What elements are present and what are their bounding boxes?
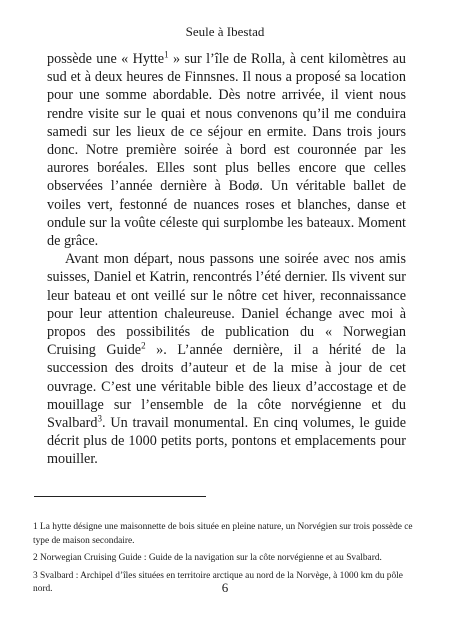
paragraph-1 [47,50,406,250]
paragraph-2-text-a: Avant mon départ, nous passons une soirée avec nos amis suisses, Daniel et Katrin, rencontrés l’été dernier. Ils vivent sur leur bateau et ont veillé sur le nôtre cet hiver, reconnaissance pour leur attention chaleureuse. Daniel échange avec moi à propos des possibilités de publication du « Norwegian Cruising Guide [47,251,406,359]
running-title: Seule à Ibestad [185,24,265,39]
body-text [47,50,406,469]
footnote-ref-3: 3 [97,413,102,424]
footnote-2: 2 Norwegian Cruising Guide : Guide de la navigation sur la côte norvégienne et au Svalbard. [33,553,382,563]
footnote-3: 3 Svalbard : Archipel d’îles situées en territoire arctique au nord de la Norvège, à 1000 km du pôle nord. [33,570,403,594]
page-number: 6 [221,580,229,595]
footnote-ref-1: 1 [164,49,169,60]
paragraph-2-text-b: ». L’année dernière, il a hérité de la succession des droits d’auteur et de la mise à jour de cet ouvrage. C’est une véritable bible des lieux d’accostage et de mouillage sur l’ensemble de la côte norvégienne et du Svalbard [47,342,406,432]
paragraph-2-text-c: . Un travail monumental. En cinq volumes, le guide décrit plus de 1000 petits ports, pontons et emplacements pour mouiller. [47,415,406,468]
paragraph-1-text-b: » sur l’île de Rolla, à cent kilomètres au sud et à deux heures de Finnsnes. Il nous a proposé sa location pour une somme abordable. Dès notre arrivée, il vient nous rendre visite sur le quai et nous convenons qu’il me conduira samedi sur les lieux de ce séjour en ermite. Dans trois jours donc. Notre première soirée à bord est couronnée par les aurores boréales. Elles sont plus belles encore que celles observées l’année dernière à Bodø. Un véritable ballet de voiles vert, festonné de nuances roses et blanches, danse et ondule sur la voûte céleste qui surplombe les bateaux. Moment de grâce. [47,51,406,250]
paragraph-1-text-a: possède une « Hytte [47,51,165,67]
footnote-1: 1 La hytte désigne une maisonnette de bois située en pleine nature, un Norvégien sur trois possède ce type de maison secondaire. [33,522,413,546]
footnote-separator [34,496,206,497]
paragraph-2 [47,250,406,468]
footnote-ref-2: 2 [141,340,146,351]
